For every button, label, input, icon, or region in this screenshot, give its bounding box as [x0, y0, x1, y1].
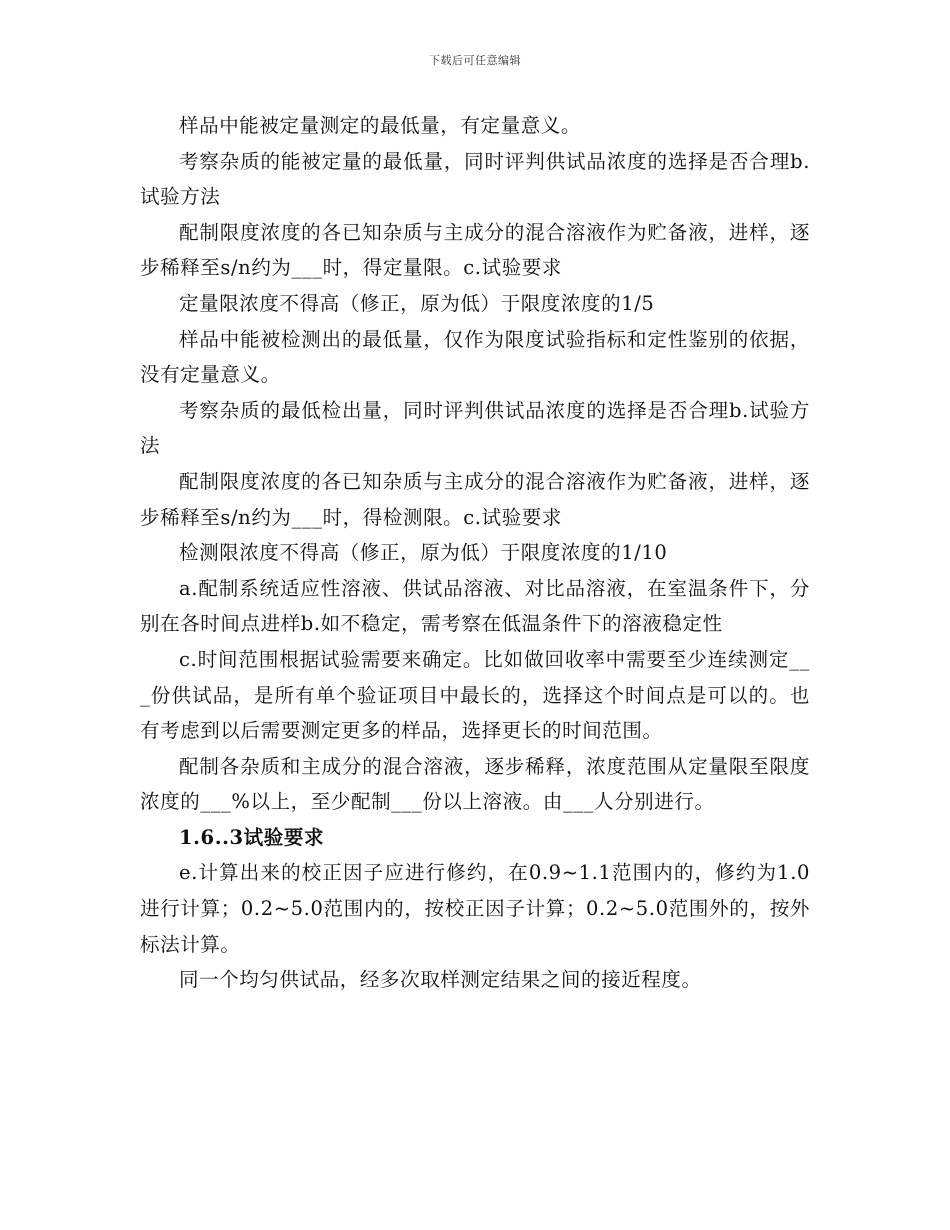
- paragraph-4: 定量限浓度不得高（修正，原为低）于限度浓度的1/5: [179, 291, 655, 315]
- paragraph-13: e.计算出来的校正因子应进行修约，在0.9~1.1范围内的，修约为1.0进行计算；0.2~5.0范围内的，按校正因子计算；0.2~5.0范围外的，按外标法计算。: [140, 861, 810, 956]
- paragraph-5: 样品中能被检测出的最低量，仅作为限度试验指标和定性鉴别的依据，没有定量意义。: [140, 327, 810, 387]
- paragraph-11: 配制各杂质和主成分的混合溶液，逐步稀释，浓度范围从定量限至限度浓度的___%以上，至少配制___份以上溶液。由___人分别进行。: [140, 754, 810, 814]
- paragraph-2: 考察杂质的能被定量的最低量，同时评判供试品浓度的选择是否合理b.试验方法: [140, 149, 810, 209]
- paragraph-14: 同一个均匀供试品，经多次取样测定结果之间的接近程度。: [179, 968, 702, 992]
- page-header: 下载后可任意编辑: [429, 54, 521, 67]
- paragraph-1: 样品中能被定量测定的最低量，有定量意义。: [179, 114, 582, 137]
- paragraph-8: 检测限浓度不得高（修正，原为低）于限度浓度的1/10: [179, 541, 668, 565]
- paragraph-6: 考察杂质的最低检出量，同时评判供试品浓度的选择是否合理b.试验方法: [140, 398, 810, 458]
- paragraph-7: 配制限度浓度的各已知杂质与主成分的混合溶液作为贮备液，进样，逐步稀释至s/n约为___时，得检测限。c.试验要求: [140, 469, 810, 529]
- paragraph-9: a.配制系统适应性溶液、供试品溶液、对比品溶液，在室温条件下，分别在各时间点进样b.如不稳定，需考察在低温条件下的溶液稳定性: [140, 576, 810, 636]
- paragraph-3: 配制限度浓度的各已知杂质与主成分的混合溶液作为贮备液，进样，逐步稀释至s/n约为___时，得定量限。c.试验要求: [140, 220, 810, 280]
- section-heading: 1.6..3试验要求: [179, 825, 325, 849]
- document-body: [140, 108, 810, 998]
- paragraph-10: c.时间范围根据试验需要来确定。比如做回收率中需要至少连续测定___份供试品，是所有单个验证项目中最长的，选择这个时间点是可以的。也有考虑到以后需要测定更多的样品，选择更长的时间范围。: [140, 647, 810, 743]
